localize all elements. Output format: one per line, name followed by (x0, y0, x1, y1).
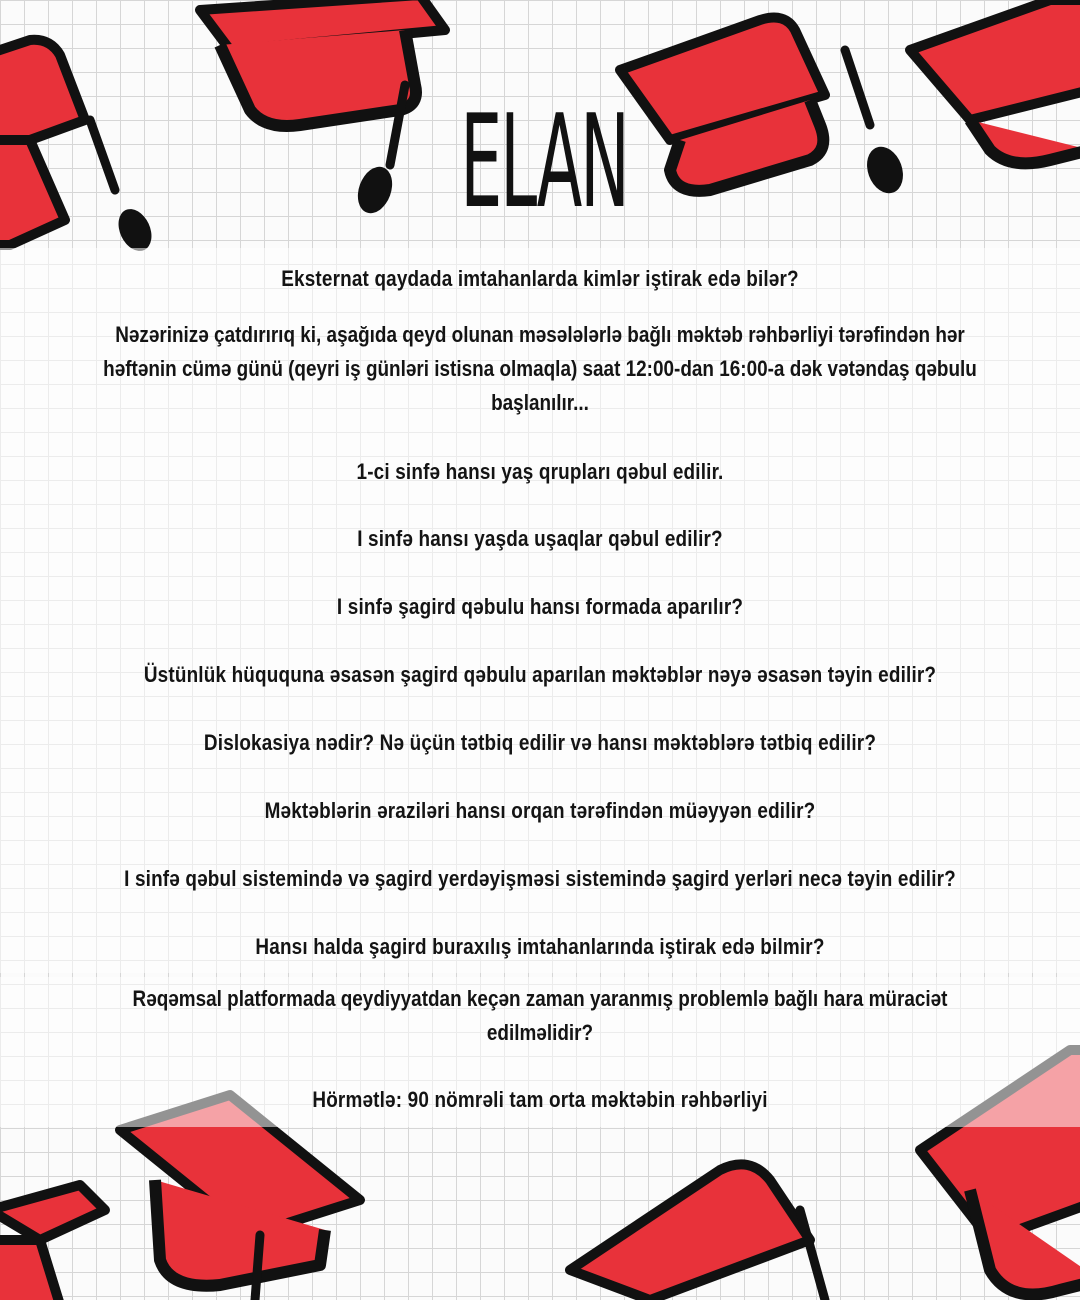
graduation-cap-icon (350, 80, 420, 220)
graduation-cap-icon (560, 1150, 840, 1300)
topic-item: I sinfə qəbul sistemində və şagird yerdəyişməsi sistemində şagird yerləri necə təyin edilir? (124, 866, 956, 891)
signature: Hörmətlə: 90 nömrəli tam orta məktəbin rəhbərliyi (312, 1087, 768, 1112)
page-title: ELAN (460, 88, 628, 237)
topic-item: Məktəblərin əraziləri hansı orqan tərəfindən müəyyən edilir? (264, 798, 816, 823)
topic-line: edilməlidir? (486, 1020, 594, 1045)
topic-item: 1-ci sinfə hansı yaş qrupları qəbul edilir. (356, 459, 724, 484)
topic-item: I sinfə hansı yaşda uşaqlar qəbul edilir? (357, 526, 723, 551)
topic-item: Dislokasiya nədir? Nə üçün tətbiq edilir və hansı məktəblərə tətbiq edilir? (203, 730, 877, 755)
topic-item: Üstünlük hüququna əsasən şagird qəbulu aparılan məktəblər nəyə əsasən təyin edilir? (143, 662, 937, 687)
graduation-cap-icon (0, 30, 190, 250)
question-heading: Eksternat qaydada imtahanlarda kimlər iştirak edə bilər? (281, 266, 799, 291)
graduation-cap-icon (880, 0, 1080, 180)
intro-paragraph (14, 318, 1066, 420)
intro-line: başlanılır... (491, 390, 589, 415)
topic-item: Hansı halda şagird buraxılış imtahanlarında iştirak edə bilmir? (255, 934, 825, 959)
intro-line: Nəzərinizə çatdırırıq ki, aşağıda qeyd olunan məsələlərlə bağlı məktəb rəhbərliyi tərəfindən hər (115, 322, 965, 347)
topic-line: Rəqəmsal platformada qeydiyyatdan keçən zaman yaranmış problemlə bağlı hara müraciət (132, 986, 948, 1011)
topic-item: I sinfə şagird qəbulu hansı formada aparılır? (336, 594, 744, 619)
intro-line: həftənin cümə günü (qeyri iş günləri istisna olmaqla) saat 12:00-dan 16:00-a dək vətəndaş qəbulu (103, 356, 977, 381)
topic-item-multiline (14, 982, 1066, 1050)
